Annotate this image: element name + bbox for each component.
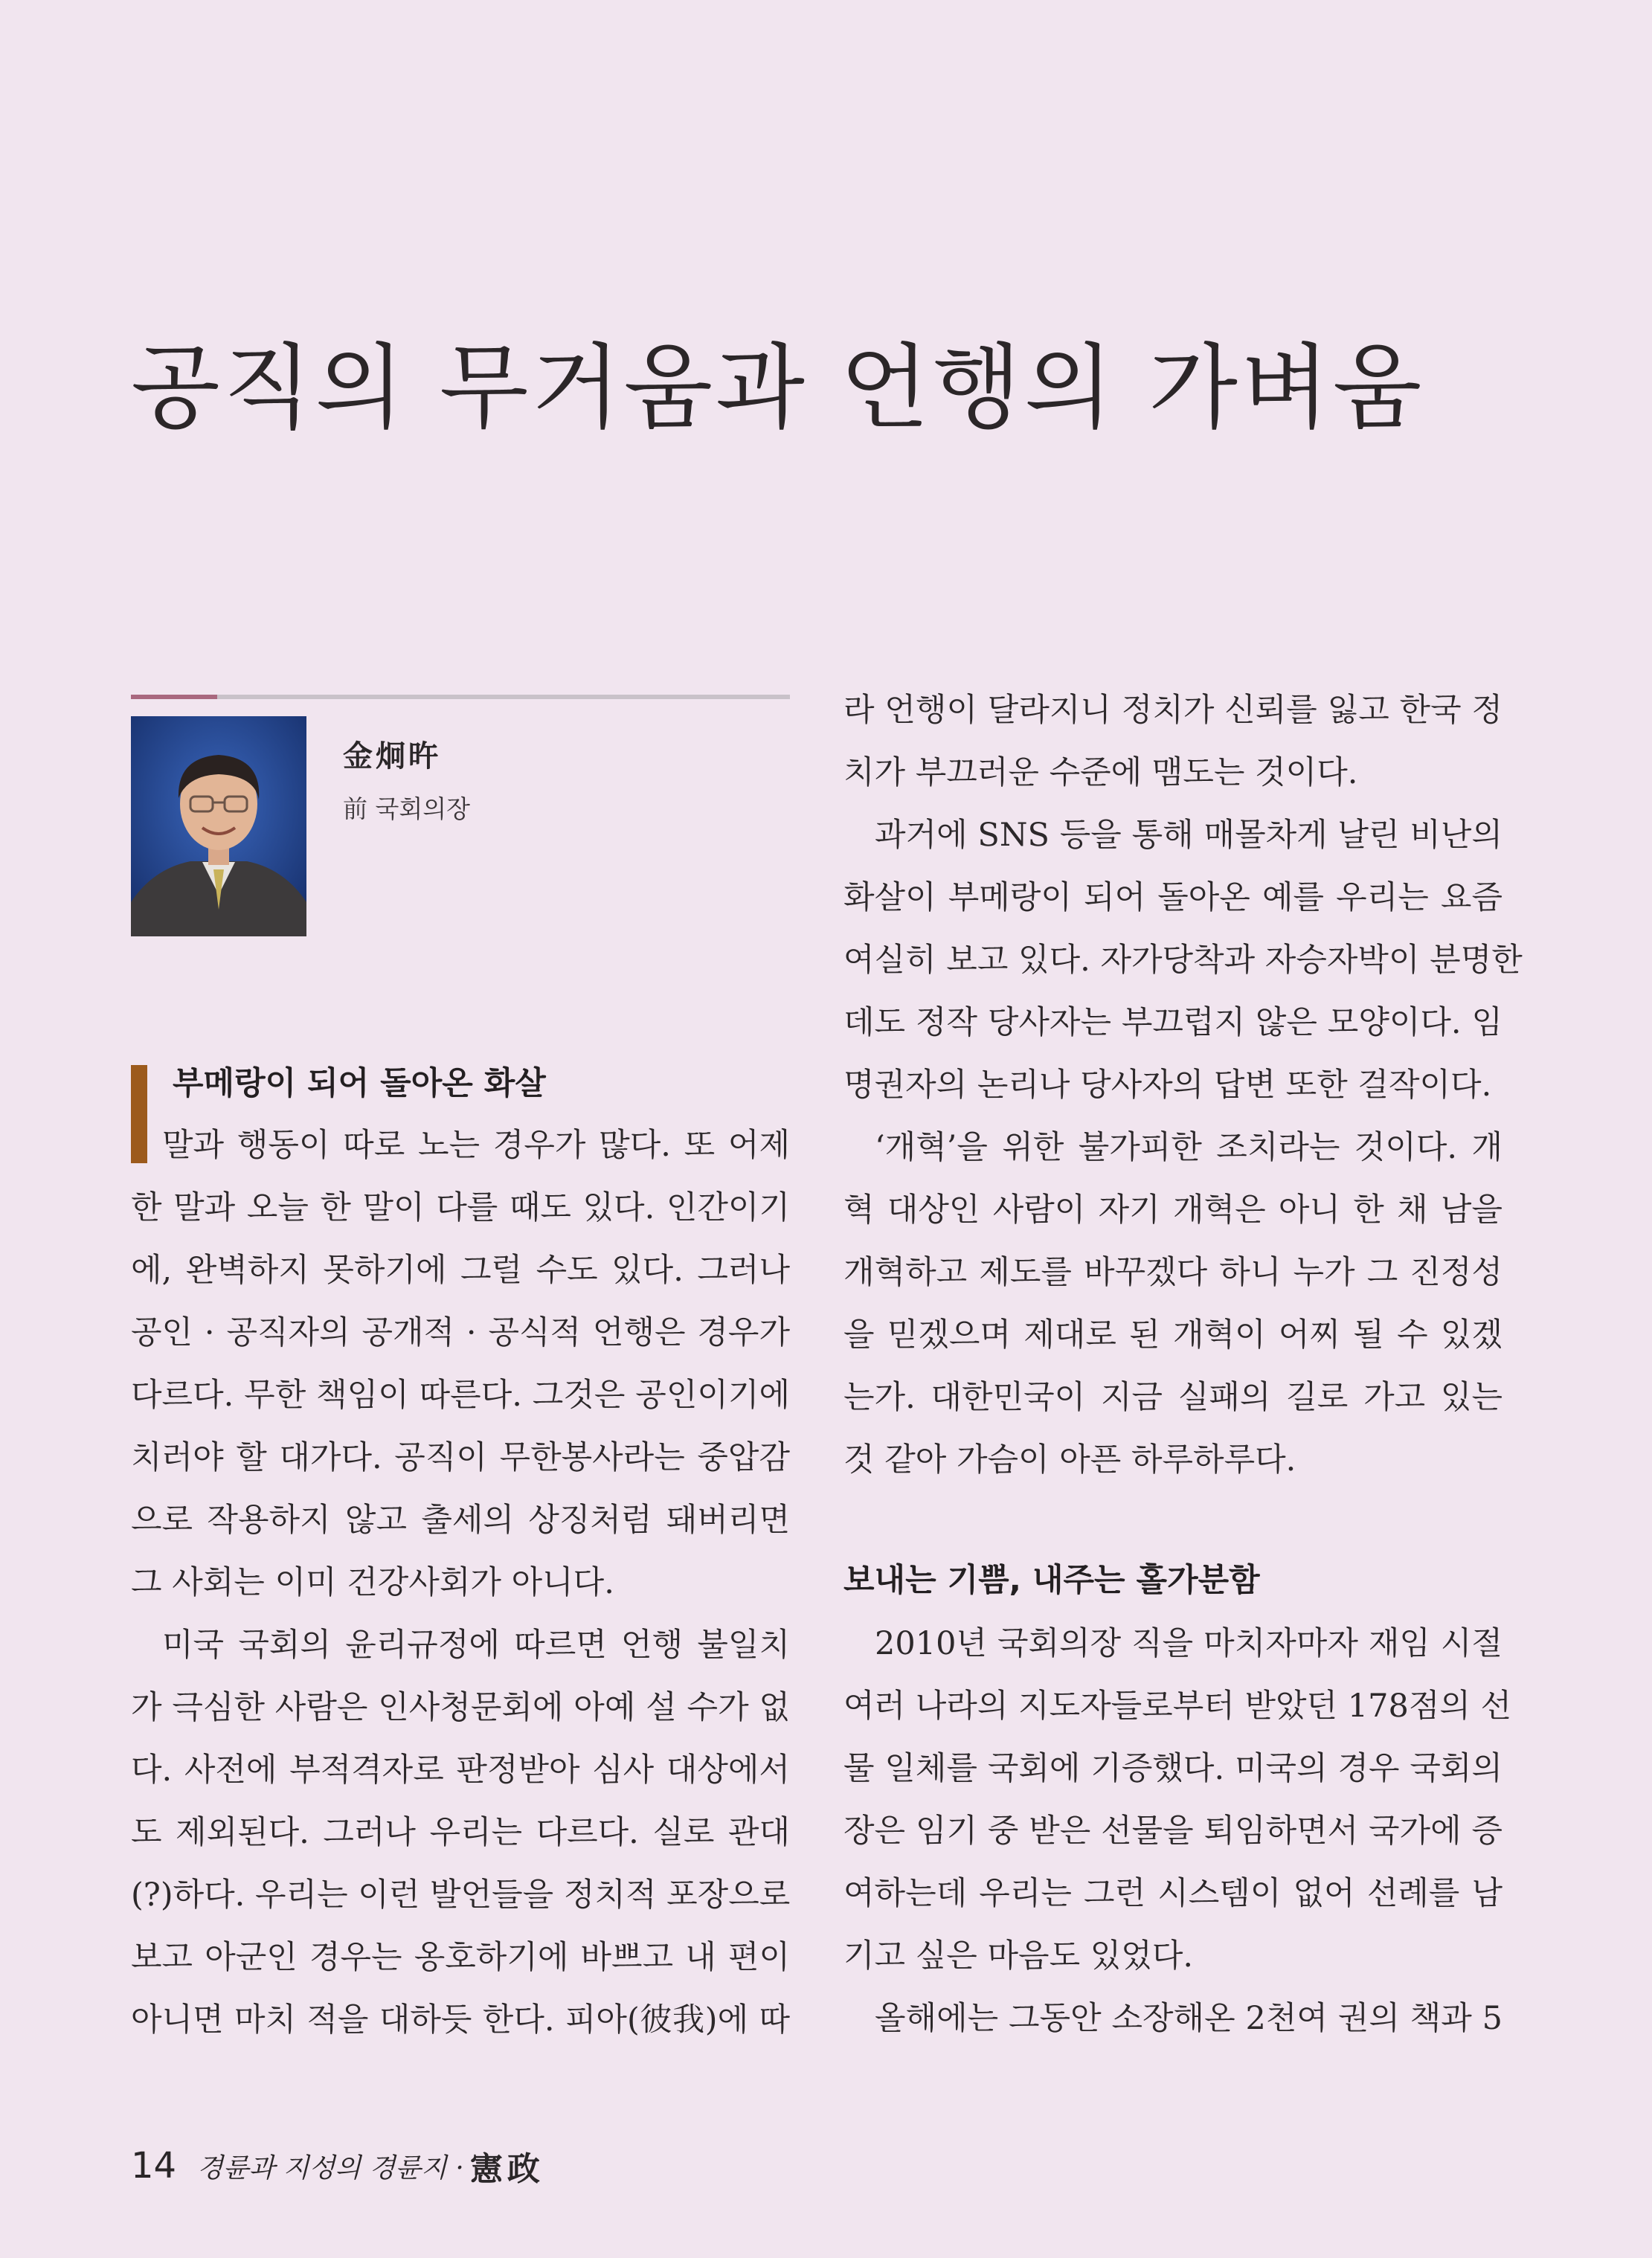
body-line: 올해에는 그동안 소장해온 2천여 권의 책과 5 (875, 2000, 1502, 2037)
body-line: 여하는데 우리는 그런 시스템이 없어 선례를 남 (843, 1875, 1502, 1912)
body-line: 미국 국회의 윤리규정에 따르면 언행 불일치 (162, 1627, 790, 1664)
author-divider (131, 695, 790, 699)
body-line: 장은 임기 중 받은 선물을 퇴임하면서 국가에 증 (843, 1812, 1502, 1850)
body-line: 기고 싶은 마음도 있었다. (843, 1937, 1194, 1975)
page-footer (131, 2142, 544, 2190)
body-line: 도 제외된다. 그러나 우리는 다르다. 실로 관대 (131, 1814, 790, 1851)
body-line: 물 일체를 국회에 기증했다. 미국의 경우 국회의 (843, 1750, 1502, 1787)
body-line: 혁 대상인 사람이 자기 개혁은 아니 한 채 남을 (843, 1191, 1502, 1229)
section-heading-giving: 보내는 기쁨, 내주는 홀가분함 (843, 1562, 1260, 1599)
body-line: 에, 완벽하지 못하기에 그럴 수도 있다. 그러나 (131, 1252, 790, 1289)
body-line: 가 극심한 사람은 인사청문회에 아예 설 수가 없 (131, 1689, 790, 1726)
article-title: 공직의 무거움과 언행의 가벼움 (131, 335, 1425, 442)
body-line: 으로 작용하지 않고 출세의 상징처럼 돼버리면 (131, 1502, 790, 1539)
body-line: 말과 행동이 따로 노는 경우가 많다. 또 어제 (162, 1127, 790, 1164)
body-line: 그 사회는 이미 건강사회가 아니다. (131, 1564, 614, 1601)
publication-tagline: 경륜과 지성의 경륜지 · (197, 2152, 464, 2184)
author-portrait-illustration (131, 716, 306, 936)
author-role: 前 국회의장 (343, 794, 471, 823)
section-heading-boomerang: 부메랑이 되어 돌아온 화살 (173, 1065, 546, 1102)
body-line: 여러 나라의 지도자들로부터 받았던 178점의 선 (843, 1688, 1512, 1725)
body-line: 보고 아군인 경우는 옹호하기에 바쁘고 내 편이 (131, 1939, 790, 1976)
author-name: 金炯旿 (343, 739, 441, 773)
body-line: 화살이 부메랑이 되어 돌아온 예를 우리는 요즘 (843, 879, 1502, 916)
body-line: 을 믿겠으며 제대로 된 개혁이 어찌 될 수 있겠 (843, 1316, 1502, 1354)
author-photo (131, 716, 306, 936)
body-line: 2010년 국회의장 직을 마치자마자 재임 시절 (875, 1625, 1502, 1662)
body-line: 치러야 할 대가다. 공직이 무한봉사라는 중압감 (131, 1439, 790, 1476)
body-line: 다르다. 무한 책임이 따른다. 그것은 공인이기에 (131, 1377, 790, 1414)
body-line: 여실히 보고 있다. 자가당착과 자승자박이 분명한 (843, 942, 1523, 979)
author-divider-accent (131, 695, 217, 699)
body-line: 것 같아 가슴이 아픈 하루하루다. (843, 1441, 1296, 1479)
body-line: 아니면 마치 적을 대하듯 한다. 피아(彼我)에 따 (131, 2001, 790, 2039)
body-line: 는가. 대한민국이 지금 실패의 길로 가고 있는 (843, 1379, 1502, 1416)
body-line: 명권자의 논리나 당사자의 답변 또한 걸작이다. (843, 1067, 1492, 1104)
body-line: 다. 사전에 부적격자로 판정받아 심사 대상에서 (131, 1752, 790, 1789)
body-line: 과거에 SNS 등을 통해 매몰차게 날린 비난의 (875, 817, 1502, 854)
publication-brand: 憲政 (469, 2150, 544, 2188)
body-line: 공인 · 공직자의 공개적 · 공식적 언행은 경우가 (131, 1314, 790, 1351)
body-line: 라 언행이 달라지니 정치가 신뢰를 잃고 한국 정 (843, 692, 1502, 729)
body-line: 개혁하고 제도를 바꾸겠다 하니 누가 그 진정성 (843, 1254, 1502, 1291)
body-line: 한 말과 오늘 한 말이 다를 때도 있다. 인간이기 (131, 1189, 790, 1226)
body-line: ‘개혁’을 위한 불가피한 조치라는 것이다. 개 (875, 1129, 1502, 1166)
body-line: 치가 부끄러운 수준에 맴도는 것이다. (843, 754, 1358, 791)
body-line: 데도 정작 당사자는 부끄럽지 않은 모양이다. 임 (843, 1004, 1502, 1041)
body-line: (?)하다. 우리는 이런 발언들을 정치적 포장으로 (131, 1876, 791, 1914)
page-number: 14 (131, 2145, 177, 2187)
